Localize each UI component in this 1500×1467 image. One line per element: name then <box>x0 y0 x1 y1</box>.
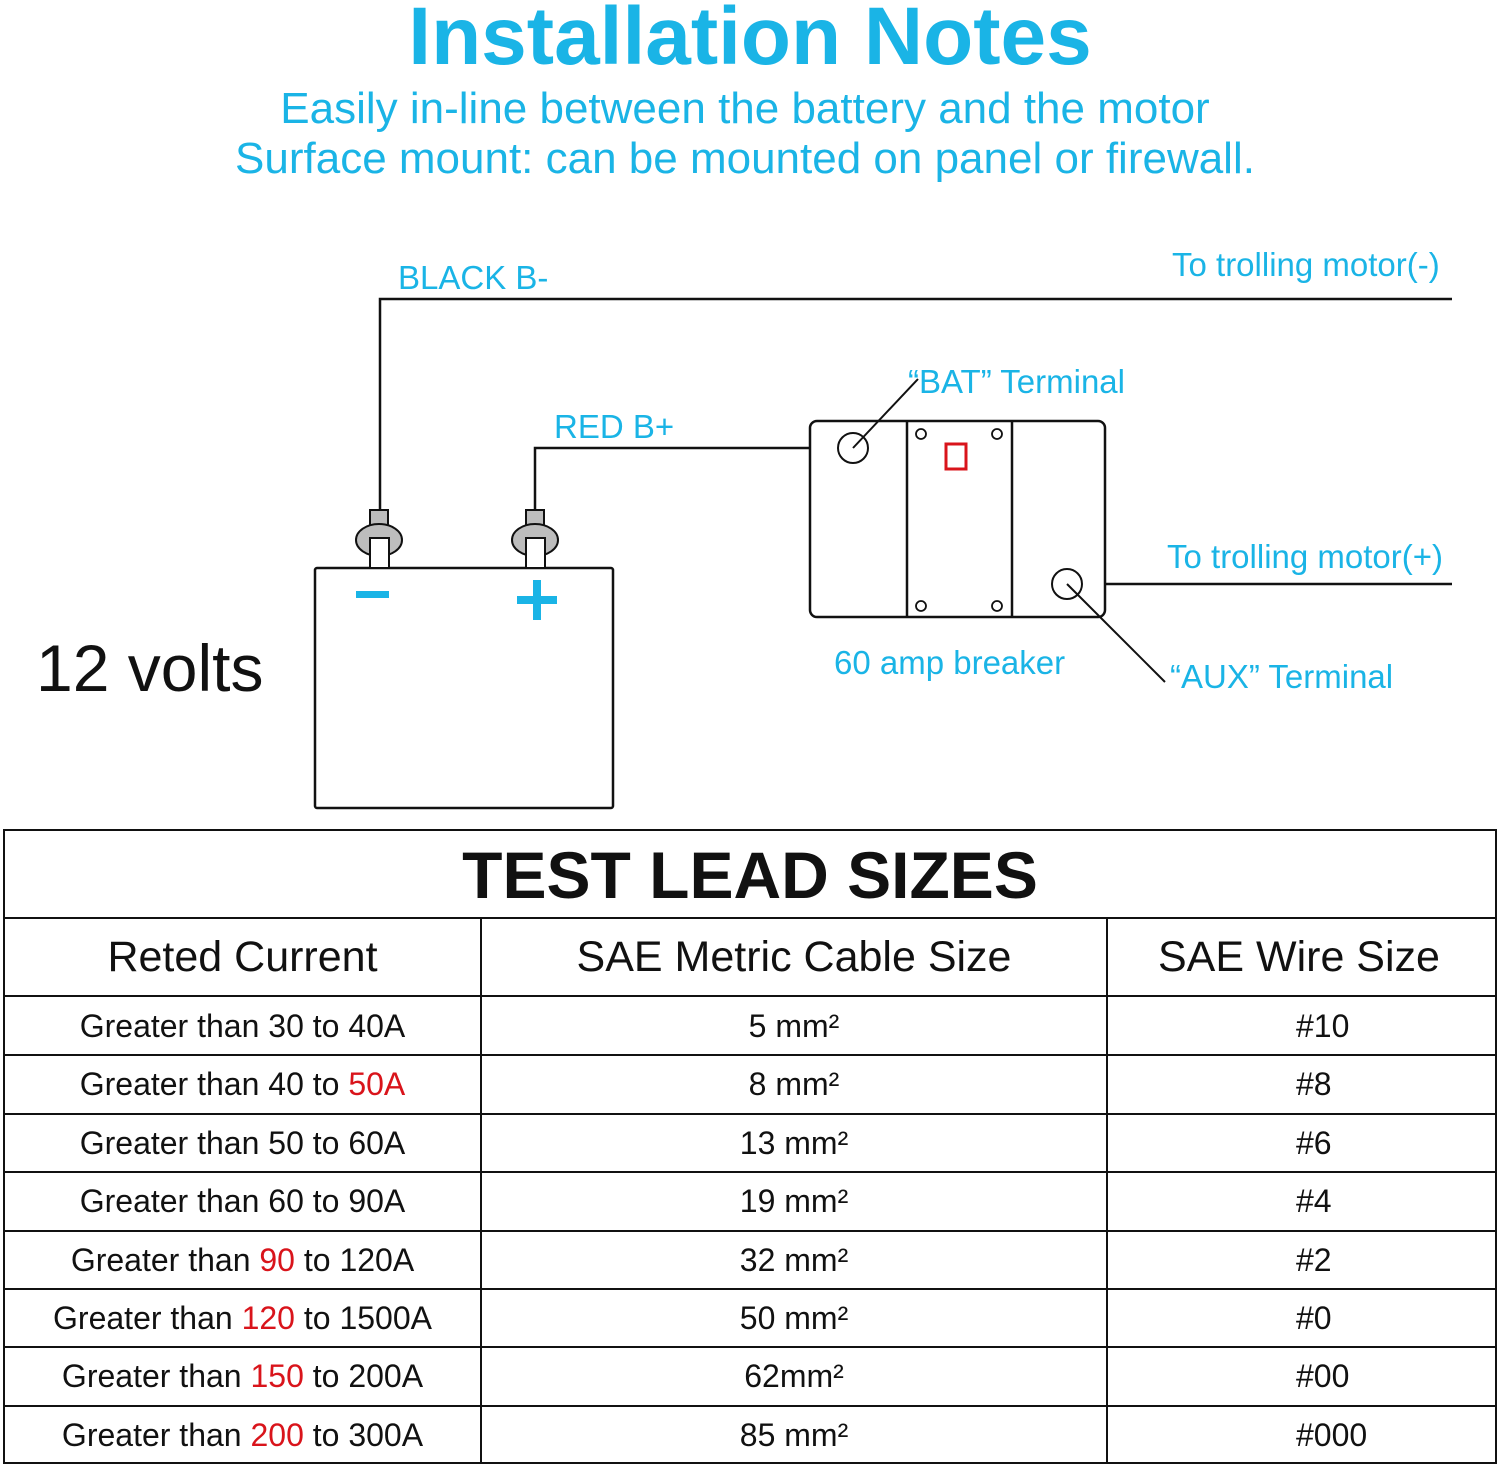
header-rated-current: Reted Current <box>5 919 482 995</box>
wire-size-cell: #000 <box>1296 1416 1368 1453</box>
rated-current-cell <box>5 1055 482 1113</box>
wire-size-cell: #0 <box>1296 1300 1332 1336</box>
current-text: to <box>303 1358 349 1395</box>
red-wire-label: RED B+ <box>554 408 675 445</box>
wire-size-cell: #6 <box>1296 1124 1332 1161</box>
current-text: Greater than 30 to <box>79 1008 349 1044</box>
rated-current-cell <box>5 1172 482 1230</box>
motor-positive-label: To trolling motor(+) <box>1167 538 1444 575</box>
wire-size-cell: #8 <box>1296 1066 1332 1103</box>
subtitle-line-1: Easily in-line between the battery and the motor <box>280 84 1210 133</box>
current-text: Greater than <box>70 1241 260 1278</box>
metric-size-cell: 32 mm² <box>482 1231 1108 1289</box>
current-text: Greater than <box>61 1416 251 1453</box>
rated-current-cell <box>5 1231 482 1289</box>
current-text: to <box>294 1300 340 1336</box>
red-wire <box>535 448 840 512</box>
wire-size-cell: #2 <box>1296 1241 1332 1278</box>
highlighted-value: 90 <box>259 1241 295 1278</box>
table-row <box>5 1055 1495 1113</box>
rated-current-cell <box>5 1289 482 1347</box>
negative-post <box>356 510 402 568</box>
reset-indicator <box>946 444 966 469</box>
rated-current-cell <box>5 1114 482 1172</box>
current-text: Greater than <box>53 1300 242 1336</box>
table-row <box>5 997 1495 1055</box>
metric-size-cell: 5 mm² <box>482 997 1108 1055</box>
wire-size-cell: #4 <box>1296 1183 1332 1220</box>
current-text: 120A <box>339 1241 415 1278</box>
positive-post <box>512 510 558 568</box>
current-text: 200A <box>348 1358 424 1395</box>
current-text: Greater than <box>61 1358 251 1395</box>
metric-size-cell: 13 mm² <box>482 1114 1108 1172</box>
table-row <box>5 1347 1495 1405</box>
rated-current-cell <box>5 1406 482 1464</box>
highlighted-value: 50A <box>348 1066 406 1103</box>
metric-size-cell: 85 mm² <box>482 1406 1108 1464</box>
current-text: to <box>303 1416 349 1453</box>
current-text: 90A <box>348 1183 406 1220</box>
table-row <box>5 1231 1495 1289</box>
table-row <box>5 1172 1495 1230</box>
current-text: Greater than 50 to <box>79 1124 349 1161</box>
metric-size-cell: 19 mm² <box>482 1172 1108 1230</box>
metric-size-cell: 50 mm² <box>482 1289 1108 1347</box>
highlighted-value: 150 <box>250 1358 304 1395</box>
rated-current-cell <box>5 997 482 1055</box>
minus-symbol <box>356 591 389 598</box>
aux-leader-line <box>1067 584 1165 682</box>
circuit-breaker <box>810 421 1105 617</box>
aux-terminal-label: “AUX” Terminal <box>1170 658 1394 695</box>
bat-terminal-label: “BAT” Terminal <box>908 363 1125 400</box>
header-metric-size: SAE Metric Cable Size <box>482 919 1108 995</box>
voltage-label: 12 volts <box>36 631 264 705</box>
table-row <box>5 1114 1495 1172</box>
black-wire-label: BLACK B- <box>398 259 549 296</box>
current-text: Greater than 60 to <box>79 1183 349 1220</box>
header-wire-size: SAE Wire Size <box>1158 933 1440 981</box>
subtitle-line-2: Surface mount: can be mounted on panel or firewall. <box>235 134 1255 183</box>
page-title: Installation Notes <box>408 0 1092 82</box>
current-text: Greater than 40 to <box>79 1066 349 1103</box>
motor-negative-label: To trolling motor(-) <box>1172 246 1440 283</box>
breaker-label: 60 amp breaker <box>834 644 1066 681</box>
table-header-row <box>5 919 1495 995</box>
current-text: 1500A <box>339 1300 432 1336</box>
table-row <box>5 1406 1495 1464</box>
highlighted-value: 200 <box>250 1416 304 1453</box>
metric-size-cell: 62mm² <box>482 1347 1108 1405</box>
metric-size-cell: 8 mm² <box>482 1055 1108 1113</box>
highlighted-value: 120 <box>241 1300 295 1336</box>
wire-size-cell: #10 <box>1296 1008 1350 1044</box>
battery-body <box>315 568 613 808</box>
current-text: to <box>294 1241 340 1278</box>
lead-size-table <box>3 829 1497 1464</box>
current-text: 60A <box>348 1124 406 1161</box>
rated-current-cell <box>5 1347 482 1405</box>
wire-size-cell: #00 <box>1296 1358 1350 1395</box>
current-text: 40A <box>348 1008 406 1044</box>
table-row <box>5 1289 1495 1347</box>
table-title: TEST LEAD SIZES <box>5 831 1495 919</box>
current-text: 300A <box>348 1416 424 1453</box>
